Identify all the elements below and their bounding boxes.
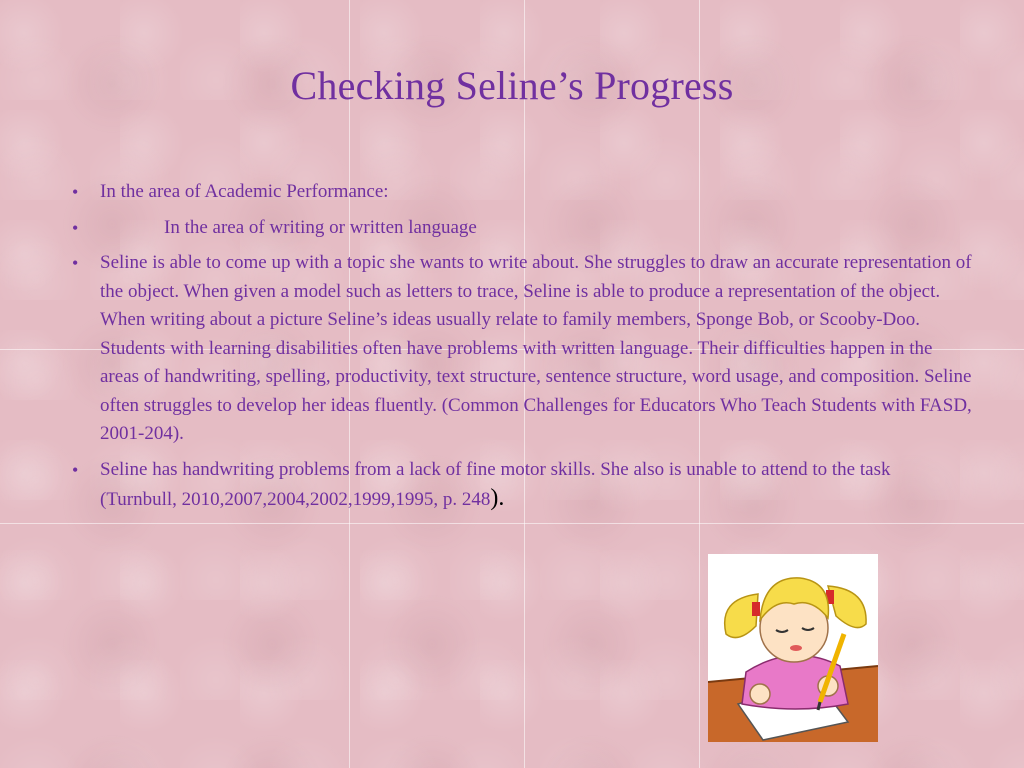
bullet-item [60, 456, 972, 515]
slide-title: Checking Seline’s Progress [290, 63, 734, 108]
bullet-icon: • [72, 182, 79, 202]
background-gridline [0, 523, 1024, 524]
bullet-text: In the area of writing or written language [164, 216, 477, 238]
bullet-icon: • [72, 459, 79, 480]
bullet-text: Seline has handwriting problems from a lack of fine motor skills. She also is unable to attend to the task (Turnbull, 2010,2007,2004,2002,1999,1995, p. 248 [100, 458, 891, 510]
bullet-list [60, 178, 972, 522]
girl-writing-illustration [708, 554, 878, 742]
girl-writing-icon [708, 554, 878, 742]
bullet-text: In the area of Academic Performance: [100, 181, 389, 202]
bullet-closing: ). [490, 485, 505, 511]
bullet-item [60, 249, 972, 449]
bullet-item [60, 214, 972, 243]
bullet-icon: • [72, 217, 79, 238]
bullet-icon: • [72, 253, 79, 273]
bullet-item [60, 178, 972, 207]
bullet-text: Seline is able to come up with a topic she wants to write about. She struggles to draw an accurate representation of the object. When given a model such as letters to trace, Seline is able to produce a representation of the object. When writing about a picture Seline’s ideas usually relate to family members, Sponge Bob, or Scooby-Doo. Students with learning disabilities often have problems with written language. Their difficulties happen in the areas of handwriting, spelling, productivity, text structure, sentence structure, word usage, and composition. Seline often struggles to develop her ideas fluently. (Common Challenges for Educators Who Teach Students with FASD, 2001-204). [100, 252, 972, 444]
